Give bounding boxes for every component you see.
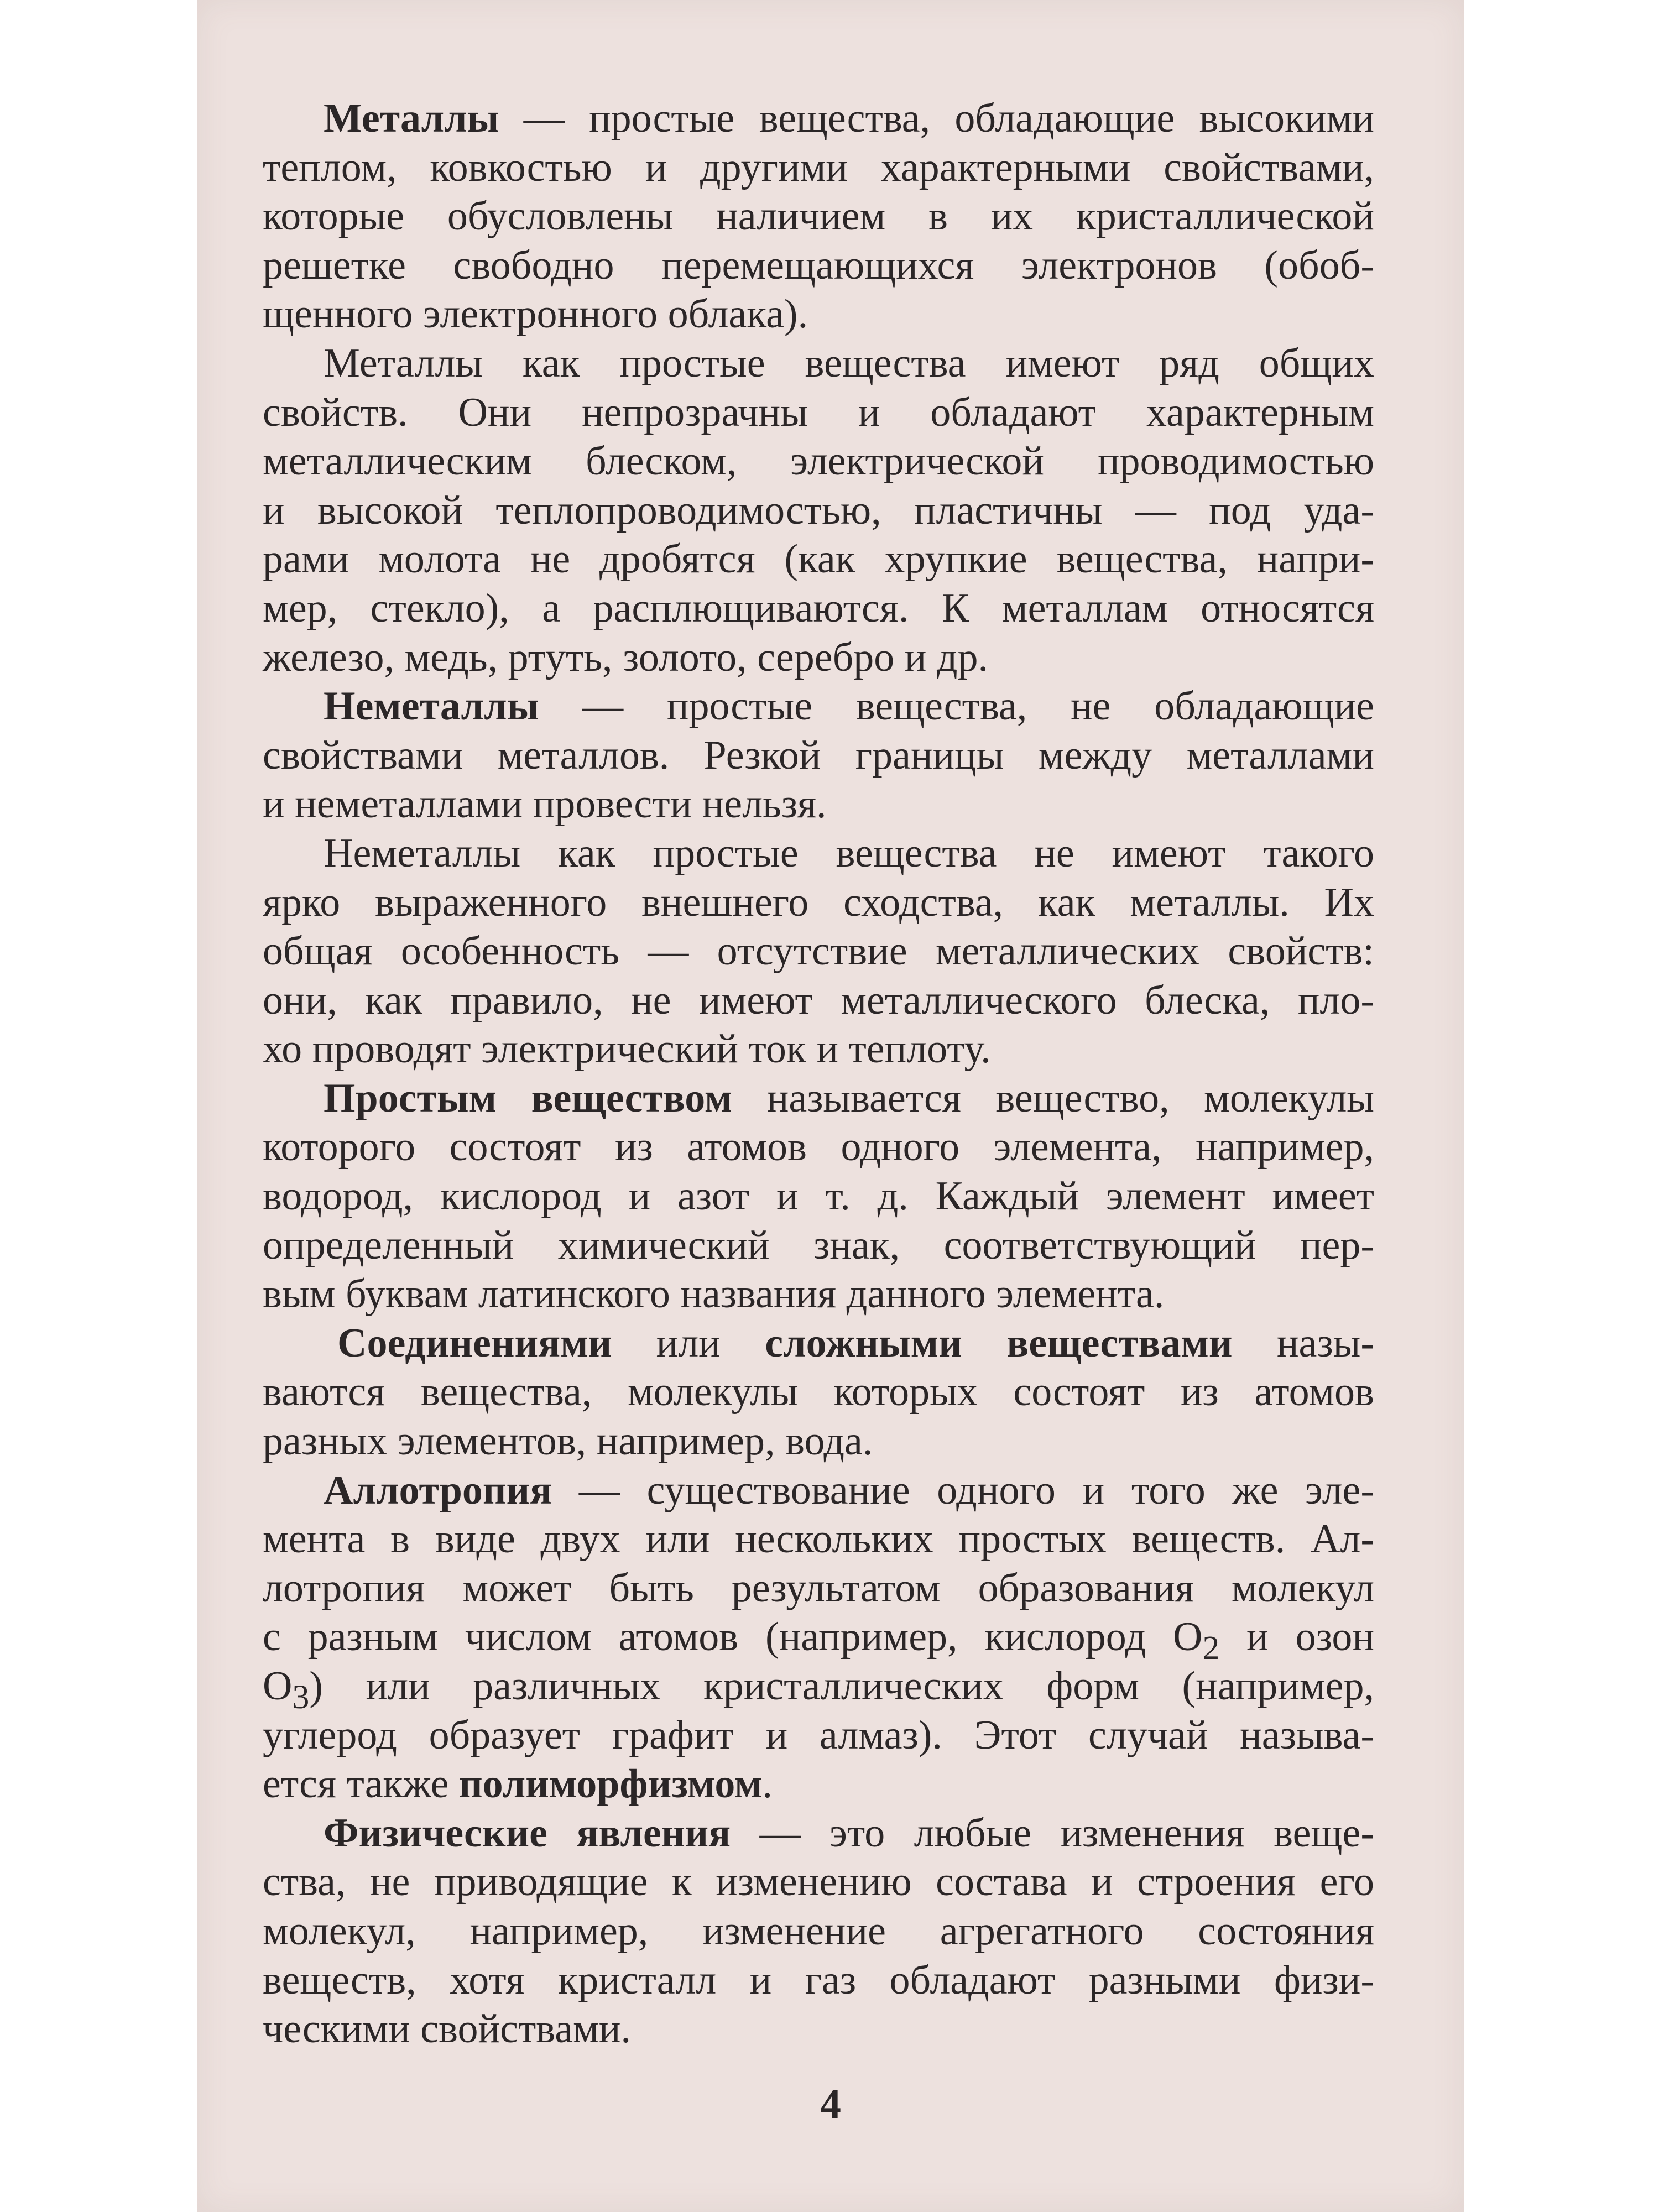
line-text: ческими свойствами.	[263, 2006, 632, 2052]
text-line	[263, 976, 1374, 1025]
term-bold: Металлы	[324, 96, 499, 141]
text-line	[263, 1515, 1374, 1564]
line-text: общая особенность — отсутствие металлических свойств:	[263, 928, 1374, 974]
subscript: 2	[1202, 1629, 1220, 1667]
text-line	[263, 1172, 1374, 1221]
text-line	[263, 192, 1374, 241]
line-text: ваются вещества, молекулы которых состоят из атомов	[263, 1369, 1374, 1415]
text-line	[263, 1711, 1374, 1760]
page-body-text	[263, 94, 1374, 2054]
line-text: которые обусловлены наличием в их кристаллической	[263, 194, 1374, 239]
line-text: — это любые изменения веще-	[731, 1810, 1374, 1856]
line-text: свойствами металлов. Резкой границы между металлами	[263, 732, 1374, 778]
line-text: ) или различных кристаллических форм (например,	[309, 1663, 1374, 1709]
line-text: — простые вещества, обладающие высокими	[499, 96, 1374, 141]
text-line	[263, 535, 1374, 584]
text-line	[263, 1025, 1374, 1074]
text-line	[263, 1368, 1374, 1417]
text-line	[263, 388, 1374, 437]
text-line	[263, 731, 1374, 780]
line-text: теплом, ковкостью и другими характерными свойствами,	[263, 144, 1374, 190]
line-text: назы-	[1232, 1320, 1374, 1366]
text-line	[263, 829, 1374, 878]
line-text: и неметаллами провести нельзя.	[263, 781, 827, 827]
text-line	[263, 1858, 1374, 1907]
page-number: 4	[820, 2081, 841, 2127]
text-line	[263, 437, 1374, 486]
line-text: которого состоят из атомов одного элемента, например,	[263, 1124, 1374, 1170]
text-line	[263, 1907, 1374, 1956]
term-bold: Аллотропия	[324, 1467, 552, 1513]
line-text: ярко выраженного внешнего сходства, как металлы. Их	[263, 879, 1374, 925]
line-text: Неметаллы как простые вещества не имеют такого	[324, 830, 1374, 876]
line-text: они, как правило, не имеют металлического блеска, пло-	[263, 977, 1374, 1023]
line-text: определенный химический знак, соответствующий пер-	[263, 1222, 1374, 1268]
line-text: водород, кислород и азот и т. д. Каждый элемент имеет	[263, 1173, 1374, 1219]
term-bold: Физические явления	[324, 1810, 731, 1856]
text-line	[263, 94, 1374, 143]
line-text: мента в виде двух или нескольких простых веществ. Ал-	[263, 1516, 1374, 1562]
line-text: металлическим блеском, электрической проводимостью	[263, 439, 1374, 484]
term-bold: полиморфизмом	[459, 1761, 763, 1807]
text-line	[263, 1417, 1374, 1466]
text-line	[263, 1760, 1374, 1809]
line-text: рами молота не дробятся (как хрупкие вещества, напри-	[263, 536, 1374, 582]
text-line	[263, 290, 1374, 339]
line-text: и озон	[1219, 1614, 1374, 1660]
text-line	[263, 1613, 1374, 1667]
line-text: или	[612, 1320, 765, 1366]
line-text: Металлы как простые вещества имеют ряд общих	[324, 340, 1374, 386]
text-line	[263, 1466, 1374, 1515]
term-bold: сложными веществами	[765, 1320, 1233, 1366]
line-text: молекул, например, изменение агрегатного состояния	[263, 1908, 1374, 1954]
line-text: — существование одного и того же эле-	[552, 1467, 1374, 1513]
text-line	[263, 1319, 1374, 1368]
text-line	[263, 682, 1374, 731]
text-line	[263, 780, 1374, 829]
line-text: .	[762, 1761, 773, 1807]
line-text: углерод образует графит и алмаз). Этот случай называ-	[263, 1712, 1374, 1758]
text-line	[263, 633, 1374, 682]
text-line	[263, 1221, 1374, 1270]
text-line	[263, 1662, 1374, 1716]
line-text: ства, не приводящие к изменению состава и строения его	[263, 1859, 1374, 1905]
line-text: железо, медь, ртуть, золото, серебро и др.	[263, 634, 989, 680]
line-text: свойств. Они непрозрачны и обладают характерным	[263, 389, 1374, 435]
line-text: разных элементов, например, вода.	[263, 1418, 873, 1464]
book-page	[197, 0, 1464, 2212]
line-text: решетке свободно перемещающихся электронов (обоб-	[263, 242, 1374, 288]
text-line	[263, 143, 1374, 192]
text-line	[263, 339, 1374, 388]
text-line	[263, 878, 1374, 927]
text-line	[263, 2005, 1374, 2054]
text-line	[263, 1123, 1374, 1172]
line-text: мер, стекло), а расплющиваются. К металлам относятся	[263, 585, 1374, 631]
line-text: щенного электронного облака).	[263, 291, 808, 337]
line-text: называется вещество, молекулы	[732, 1075, 1374, 1121]
line-text: — простые вещества, не обладающие	[539, 684, 1374, 729]
text-line	[263, 241, 1374, 290]
text-line	[263, 1564, 1374, 1613]
term-bold: Соединениями	[337, 1320, 612, 1366]
subscript: 3	[292, 1678, 310, 1716]
line-text: ется также	[263, 1761, 460, 1807]
line-text: веществ, хотя кристалл и газ обладают разными физи-	[263, 1957, 1374, 2003]
text-line	[263, 486, 1374, 535]
term-bold: Неметаллы	[324, 684, 539, 729]
text-line	[263, 1270, 1374, 1319]
line-text: хо проводят электрический ток и теплоту.	[263, 1026, 991, 1072]
term-bold: Простым веществом	[324, 1075, 733, 1121]
text-line	[263, 927, 1374, 976]
text-line	[263, 1074, 1374, 1123]
text-line	[263, 1956, 1374, 2005]
line-text: и высокой теплопроводимостью, пластичны — под уда-	[263, 487, 1374, 533]
line-text: с разным числом атомов (например, кислород O	[263, 1614, 1203, 1660]
line-text: вым буквам латинского названия данного элемента.	[263, 1271, 1165, 1317]
line-text: O	[263, 1663, 293, 1709]
text-line	[263, 1809, 1374, 1858]
text-line	[263, 584, 1374, 633]
line-text: лотропия может быть результатом образования молекул	[263, 1565, 1374, 1611]
